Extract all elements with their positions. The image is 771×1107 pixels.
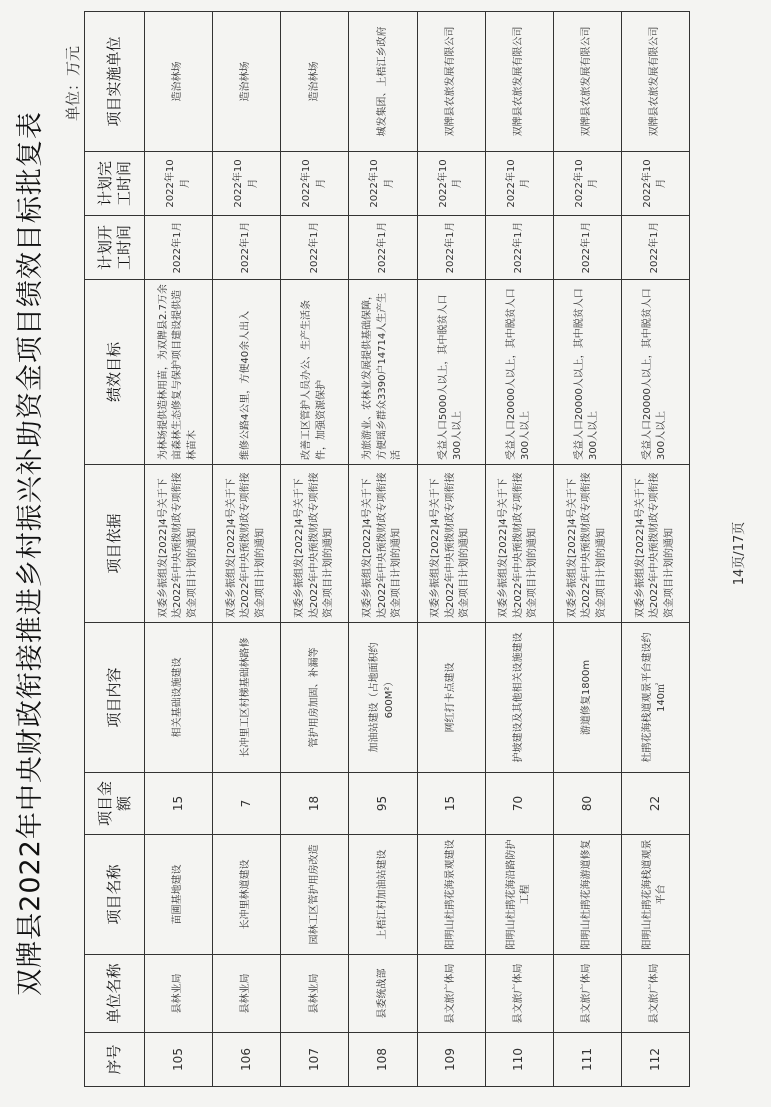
cell-content: 长冲里工区村梯基础林路修 bbox=[213, 623, 281, 773]
performance-target-table bbox=[84, 11, 690, 1087]
cell-implementing-unit: 双牌县农旅发展有限公司 bbox=[621, 12, 689, 152]
cell-no: 108 bbox=[349, 1033, 417, 1087]
cell-start-time: 2022年1月 bbox=[553, 216, 621, 280]
cell-amount: 95 bbox=[349, 773, 417, 835]
cell-project-name: 长冲里林道建设 bbox=[213, 835, 281, 955]
cell-implementing-unit: 城发集团、上梧江乡政府 bbox=[349, 12, 417, 152]
cell-unit-name: 县文旅广体局 bbox=[553, 955, 621, 1033]
header-amount: 项目金额 bbox=[85, 773, 145, 835]
cell-amount: 7 bbox=[213, 773, 281, 835]
cell-amount: 22 bbox=[621, 773, 689, 835]
cell-amount: 80 bbox=[553, 773, 621, 835]
cell-content: 相关基础设施建设 bbox=[145, 623, 213, 773]
cell-end-time: 2022年10月 bbox=[145, 152, 213, 216]
table-row bbox=[621, 12, 689, 1087]
cell-content: 网红打卡点建设 bbox=[417, 623, 485, 773]
cell-basis: 双委乡振组发[2022]4号关于下达2022年中央预拨财政专项衔接资金项目计划的通知 bbox=[281, 465, 349, 623]
table-row bbox=[281, 12, 349, 1087]
header-no: 序号 bbox=[85, 1033, 145, 1087]
header-implementing-unit: 项目实施单位 bbox=[85, 12, 145, 152]
cell-start-time: 2022年1月 bbox=[417, 216, 485, 280]
cell-content: 杜鹃花海栈道观景平台建设约140㎡ bbox=[621, 623, 689, 773]
cell-basis: 双委乡振组发[2022]4号关于下达2022年中央预拨财政专项衔接资金项目计划的通知 bbox=[485, 465, 553, 623]
cell-basis: 双委乡振组发[2022]4号关于下达2022年中央预拨财政专项衔接资金项目计划的通知 bbox=[213, 465, 281, 623]
cell-project-name: 阳明山杜鹃花海沿路防护工程 bbox=[485, 835, 553, 955]
cell-goal: 为旅游业、农林业发展提供基础保障，方便瑶乡群众3390户14714人生产生活 bbox=[349, 280, 417, 465]
cell-end-time: 2022年10月 bbox=[621, 152, 689, 216]
header-basis: 项目依据 bbox=[85, 465, 145, 623]
cell-goal: 改善工区管护人员办公、生产生活条件，加强资源保护 bbox=[281, 280, 349, 465]
cell-project-name: 阳明山杜鹃花海游道修复 bbox=[553, 835, 621, 955]
header-unit-name: 单位名称 bbox=[85, 955, 145, 1033]
cell-project-name: 上梧江村加油站建设 bbox=[349, 835, 417, 955]
cell-project-name: 阳明山杜鹃花海栈道观景平台 bbox=[621, 835, 689, 955]
cell-unit-name: 县林业局 bbox=[145, 955, 213, 1033]
cell-goal: 受益人口5000人以上，其中脱贫人口300人以上 bbox=[417, 280, 485, 465]
cell-basis: 双委乡振组发[2022]4号关于下达2022年中央预拨财政专项衔接资金项目计划的通知 bbox=[621, 465, 689, 623]
cell-unit-name: 县林业局 bbox=[281, 955, 349, 1033]
cell-basis: 双委乡振组发[2022]4号关于下达2022年中央预拨财政专项衔接资金项目计划的通知 bbox=[145, 465, 213, 623]
cell-end-time: 2022年10月 bbox=[213, 152, 281, 216]
table-row bbox=[349, 12, 417, 1087]
header-project-name: 项目名称 bbox=[85, 835, 145, 955]
page-number: 14页/17页 bbox=[732, 521, 747, 586]
cell-unit-name: 县林业局 bbox=[213, 955, 281, 1033]
table-row bbox=[485, 12, 553, 1087]
cell-no: 105 bbox=[145, 1033, 213, 1087]
cell-goal: 受益人口20000人以上，其中脱贫人口300人以上 bbox=[553, 280, 621, 465]
cell-goal: 为林场提供造林用苗，为双牌县2.7万余亩森林生态修复与保护项目建设提供造林苗木 bbox=[145, 280, 213, 465]
cell-basis: 双委乡振组发[2022]4号关于下达2022年中央预拨财政专项衔接资金项目计划的通知 bbox=[553, 465, 621, 623]
cell-no: 106 bbox=[213, 1033, 281, 1087]
cell-unit-name: 县委统战部 bbox=[349, 955, 417, 1033]
cell-no: 107 bbox=[281, 1033, 349, 1087]
cell-no: 112 bbox=[621, 1033, 689, 1087]
cell-end-time: 2022年10月 bbox=[485, 152, 553, 216]
document-title: 双牌县2022年中央财政衔接推进乡村振兴补助资金项目绩效目标批复表 bbox=[15, 111, 46, 996]
unit-label: 单位：万元 bbox=[64, 46, 82, 122]
cell-goal: 维修公路4公里，方便40余人出入 bbox=[213, 280, 281, 465]
cell-content: 护坡建设及其他相关设施建设 bbox=[485, 623, 553, 773]
table-row bbox=[145, 12, 213, 1087]
cell-no: 110 bbox=[485, 1033, 553, 1087]
cell-amount: 15 bbox=[145, 773, 213, 835]
cell-project-name: 苗圃基地建设 bbox=[145, 835, 213, 955]
cell-end-time: 2022年10月 bbox=[417, 152, 485, 216]
cell-no: 111 bbox=[553, 1033, 621, 1087]
cell-implementing-unit: 造治林场 bbox=[145, 12, 213, 152]
cell-amount: 15 bbox=[417, 773, 485, 835]
cell-start-time: 2022年1月 bbox=[281, 216, 349, 280]
cell-project-name: 阳明山杜鹃花海景观建设 bbox=[417, 835, 485, 955]
cell-basis: 双委乡振组发[2022]4号关于下达2022年中央预拨财政专项衔接资金项目计划的通知 bbox=[417, 465, 485, 623]
cell-no: 109 bbox=[417, 1033, 485, 1087]
table-header-row bbox=[85, 12, 145, 1087]
cell-basis: 双委乡振组发[2022]4号关于下达2022年中央预拨财政专项衔接资金项目计划的通知 bbox=[349, 465, 417, 623]
cell-start-time: 2022年1月 bbox=[213, 216, 281, 280]
header-content: 项目内容 bbox=[85, 623, 145, 773]
cell-unit-name: 县文旅广体局 bbox=[621, 955, 689, 1033]
cell-end-time: 2022年10月 bbox=[281, 152, 349, 216]
cell-goal: 受益人口20000人以上，其中脱贫人口300人以上 bbox=[621, 280, 689, 465]
cell-project-name: 园林工区管护用房改造 bbox=[281, 835, 349, 955]
header-start-time: 计划开工时间 bbox=[85, 216, 145, 280]
header-end-time: 计划完工时间 bbox=[85, 152, 145, 216]
cell-unit-name: 县文旅广体局 bbox=[417, 955, 485, 1033]
cell-implementing-unit: 双牌县农旅发展有限公司 bbox=[485, 12, 553, 152]
cell-implementing-unit: 双牌县农旅发展有限公司 bbox=[417, 12, 485, 152]
table-row bbox=[417, 12, 485, 1087]
cell-end-time: 2022年10月 bbox=[349, 152, 417, 216]
table-row bbox=[553, 12, 621, 1087]
header-goal: 绩效目标 bbox=[85, 280, 145, 465]
cell-start-time: 2022年1月 bbox=[621, 216, 689, 280]
table-row bbox=[213, 12, 281, 1087]
cell-implementing-unit: 双牌县农旅发展有限公司 bbox=[553, 12, 621, 152]
cell-start-time: 2022年1月 bbox=[349, 216, 417, 280]
cell-goal: 受益人口20000人以上，其中脱贫人口300人以上 bbox=[485, 280, 553, 465]
cell-implementing-unit: 造治林场 bbox=[213, 12, 281, 152]
cell-amount: 70 bbox=[485, 773, 553, 835]
cell-end-time: 2022年10月 bbox=[553, 152, 621, 216]
cell-amount: 18 bbox=[281, 773, 349, 835]
cell-content: 管护用房加固、补漏等 bbox=[281, 623, 349, 773]
cell-content: 游道修复1800m bbox=[553, 623, 621, 773]
cell-start-time: 2022年1月 bbox=[485, 216, 553, 280]
cell-start-time: 2022年1月 bbox=[145, 216, 213, 280]
cell-content: 加油站建设（占地面积约600M²） bbox=[349, 623, 417, 773]
cell-unit-name: 县文旅广体局 bbox=[485, 955, 553, 1033]
cell-implementing-unit: 造治林场 bbox=[281, 12, 349, 152]
